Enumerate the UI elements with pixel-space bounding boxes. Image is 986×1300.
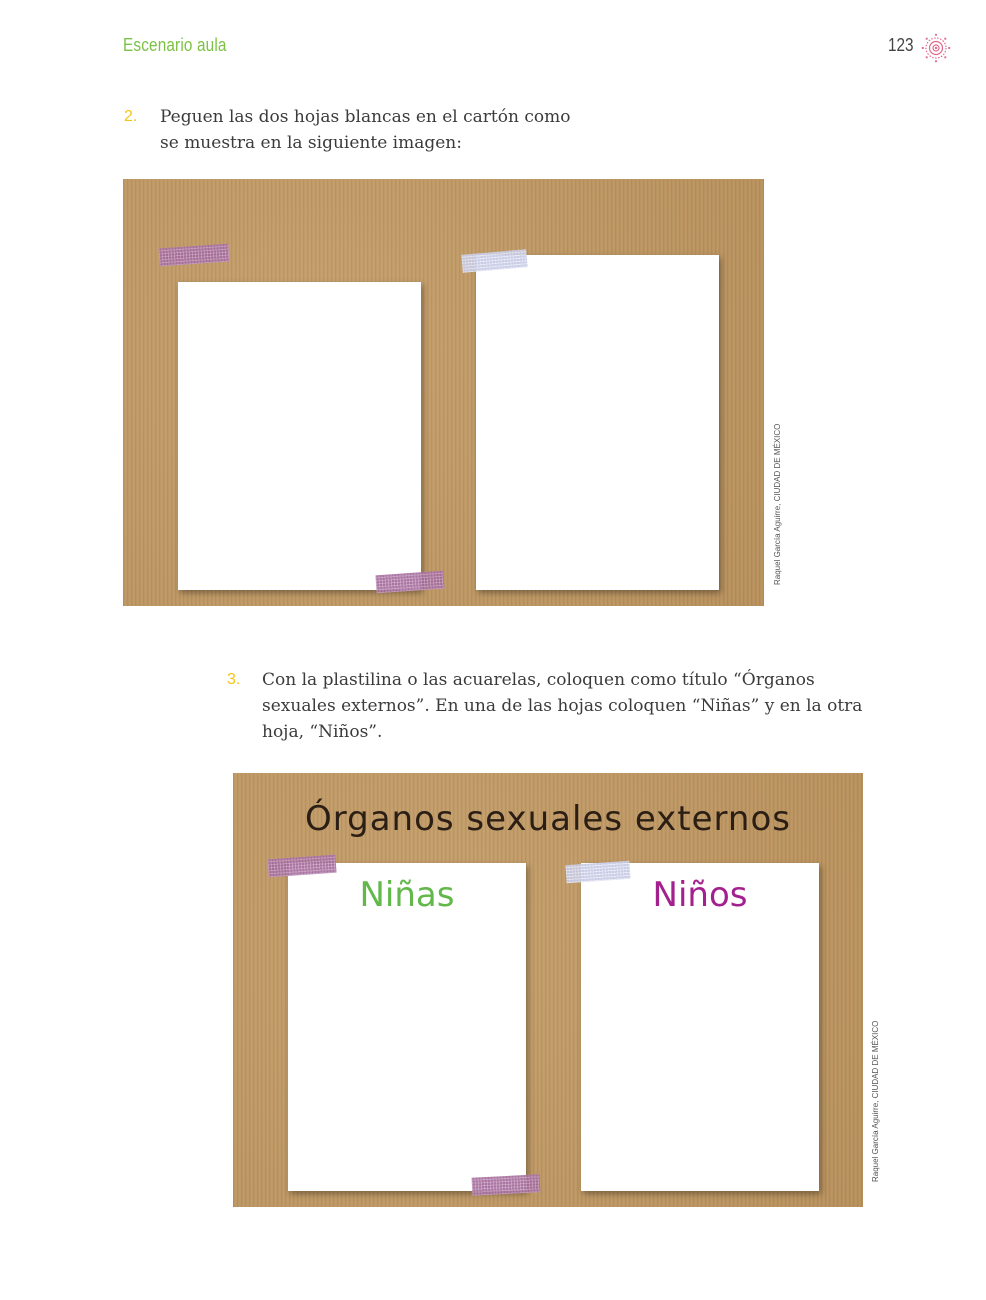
tape-strip	[472, 1174, 541, 1196]
white-sheet-ninos	[581, 863, 819, 1191]
rosette-icon	[921, 33, 951, 63]
page-number: 123	[888, 35, 914, 55]
step-text: Con la plastilina o las acuarelas, coloquen como título “Órganos sexuales externos”. En una de las hojas coloquen “Niñas” y en la otra hoja, “Niños”.	[262, 670, 863, 742]
cardboard-illustration-2	[233, 773, 863, 1207]
tape-strip	[375, 571, 444, 594]
step-text: Peguen las dos hojas blancas en el cartón como se muestra en la siguiente imagen:	[160, 107, 571, 153]
board-title: Órganos sexuales externos	[305, 799, 791, 839]
white-sheet-ninas	[288, 863, 526, 1191]
white-sheet-left	[178, 282, 421, 590]
step-number: 2.	[124, 108, 138, 125]
section-label: Escenario aula	[123, 35, 227, 55]
tape-strip	[158, 244, 229, 267]
step-number: 3.	[227, 671, 241, 688]
white-sheet-right	[476, 255, 719, 590]
sheet-label-ninos: Niños	[652, 875, 748, 915]
illustration-credit: Raquel García Aguirre, CIUDAD DE MÉXICO	[871, 1020, 880, 1182]
illustration-credit: Raquel García Aguirre, CIUDAD DE MÉXICO	[773, 423, 782, 585]
cardboard-illustration-1	[123, 179, 764, 606]
sheet-label-ninas: Niñas	[359, 875, 455, 915]
